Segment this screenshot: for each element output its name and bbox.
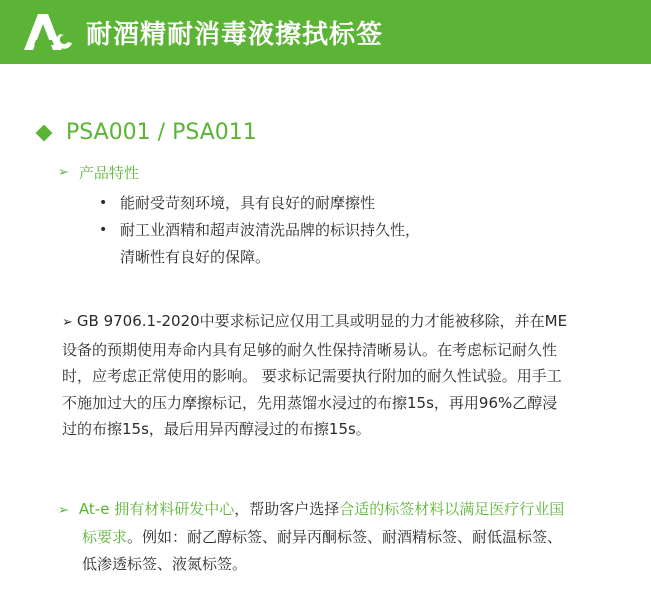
- page-header: [0, 0, 651, 64]
- feature-text: 耐工业酒精和超声波清洗品牌的标识持久性，: [120, 221, 421, 239]
- ate-paragraph: [58, 496, 628, 578]
- ate-examples-cont: 低渗透标签、液氮标签。: [82, 555, 248, 573]
- arrow-bullet-icon: ➢: [58, 503, 69, 518]
- features-heading: [58, 162, 139, 183]
- diamond-bullet-icon: [36, 124, 53, 141]
- standard-paragraph: [62, 308, 622, 443]
- dot-bullet-icon: •: [99, 195, 108, 211]
- feature-text: 能耐受苛刻环境，具有良好的耐摩擦性: [120, 194, 376, 212]
- ate-highlight: 合适的标签材料以满足医疗行业国: [339, 500, 565, 518]
- standard-line: 不施加过大的压力摩擦标记，先用蒸馏水浸过的布擦15s，再用96%乙醇浸: [62, 393, 558, 412]
- product-models-heading: [36, 120, 257, 145]
- ate-text: ，帮助客户选择: [234, 500, 340, 518]
- list-item: [0, 217, 420, 271]
- standard-line: 设备的预期使用寿命内具有足够的耐久性保持清晰易认。在考虑标记耐久性: [62, 340, 558, 359]
- dot-bullet-icon: •: [99, 222, 108, 238]
- ate-rd-center: At-e 拥有材料研发中心: [78, 500, 235, 518]
- ate-logo-icon: [22, 12, 76, 52]
- list-item: [0, 190, 420, 217]
- standard-line: 时，应考虑正常使用的影响。 要求标记需要执行附加的耐久性试验。用手工: [62, 367, 562, 385]
- features-heading-label: 产品特性: [78, 164, 139, 182]
- arrow-bullet-icon: ➢: [62, 315, 73, 330]
- page-title: 耐酒精耐消毒液擦拭标签: [86, 19, 384, 50]
- standard-line: GB 9706.1-2020中要求标记应仅用工具或明显的力才能被移除，并在ME: [76, 312, 568, 330]
- arrow-bullet-icon: ➢: [58, 165, 69, 180]
- ate-highlight-cont: 标要求: [82, 528, 128, 546]
- product-models: PSA001 / PSA011: [66, 120, 257, 145]
- features-list: [0, 190, 420, 271]
- ate-examples: 。例如：耐乙醇标签、耐异丙酮标签、耐酒精标签、耐低温标签、: [127, 528, 563, 546]
- standard-line: 过的布擦15s，最后用异丙醇浸过的布擦15s。: [62, 420, 371, 438]
- feature-text-continued: 清晰性有良好的保障。: [120, 248, 271, 266]
